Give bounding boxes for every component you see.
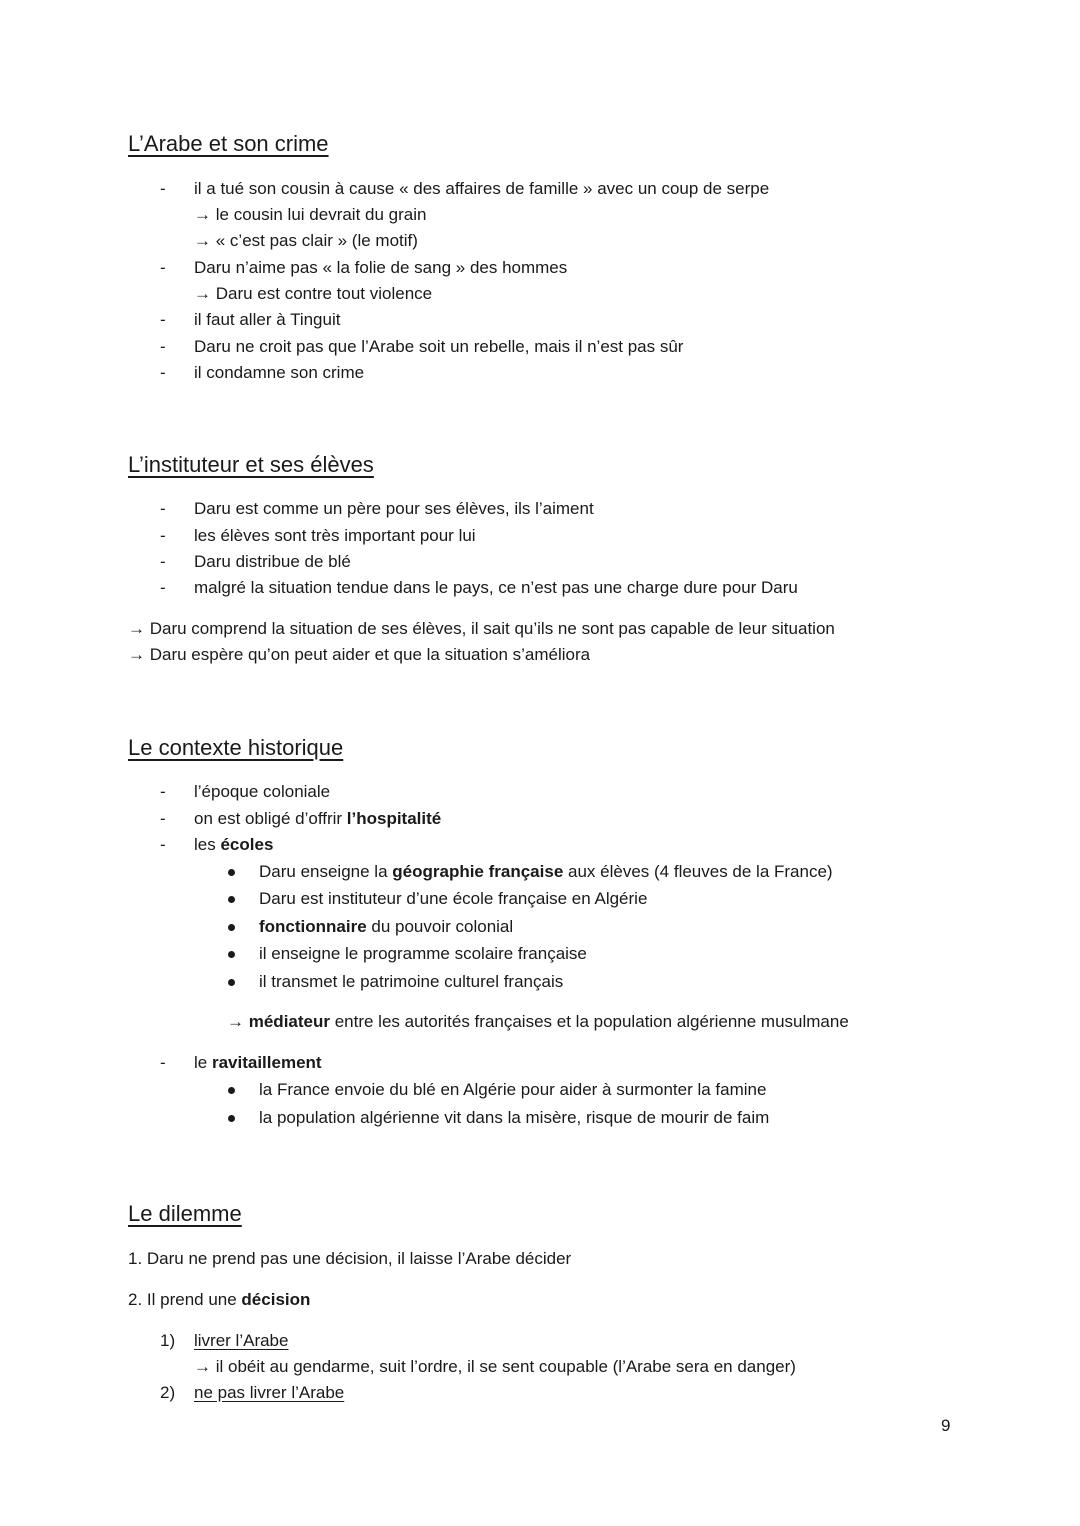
list-dash: - xyxy=(160,258,166,277)
list-dash: - xyxy=(160,526,166,545)
option-item: ne pas livrer l’Arabe xyxy=(194,1383,345,1402)
arrow-icon: → xyxy=(227,1012,244,1031)
bullet-icon xyxy=(228,951,235,958)
bullet-item: Daru enseigne la géographie française aux élèves (4 fleuves de la France) xyxy=(259,862,833,881)
bullet-icon xyxy=(228,1115,235,1122)
page-number: 9 xyxy=(941,1416,951,1435)
bullet-item: fonctionnaire du pouvoir colonial xyxy=(259,917,514,936)
bullet-icon xyxy=(228,896,235,903)
list-dash: - xyxy=(160,179,166,198)
bullet-icon xyxy=(228,869,235,876)
sub-item: → « c’est pas clair » (le motif) xyxy=(194,231,418,250)
paragraph: 1. Daru ne prend pas une décision, il laisse l’Arabe décider xyxy=(128,1249,572,1268)
list-item: les élèves sont très important pour lui xyxy=(194,526,476,545)
section-title: Le contexte historique xyxy=(128,735,344,760)
bullet-item: la France envoie du blé en Algérie pour aider à surmonter la famine xyxy=(259,1080,767,1099)
arrow-icon: → xyxy=(128,645,145,664)
list-dash: - xyxy=(160,782,166,801)
conclusion-line: → Daru comprend la situation de ses élèves, il sait qu’ils ne sont pas capable de leur situation xyxy=(128,619,835,638)
paragraph: 2. Il prend une décision xyxy=(128,1290,311,1309)
section-title: Le dilemme xyxy=(128,1201,242,1226)
bullet-icon xyxy=(228,979,235,986)
list-item: Daru distribue de blé xyxy=(194,552,351,571)
list-dash: - xyxy=(160,310,166,329)
bullet-icon xyxy=(228,924,235,931)
arrow-icon: → xyxy=(194,231,211,250)
list-item: Daru n’aime pas « la folie de sang » des hommes xyxy=(194,258,568,277)
option-item: livrer l’Arabe xyxy=(194,1331,289,1350)
list-dash: - xyxy=(160,809,166,828)
list-dash: - xyxy=(160,337,166,356)
list-dash: - xyxy=(160,552,166,571)
sub-item: → Daru est contre tout violence xyxy=(194,284,433,303)
bullet-icon xyxy=(228,1087,235,1094)
list-item: malgré la situation tendue dans le pays, ce n’est pas une charge dure pour Daru xyxy=(194,578,798,597)
bullet-item: il transmet le patrimoine culturel français xyxy=(259,972,564,991)
section-title: L’instituteur et ses élèves xyxy=(128,452,374,477)
list-item: les écoles xyxy=(194,835,274,854)
list-item: Daru ne croit pas que l’Arabe soit un rebelle, mais il n’est pas sûr xyxy=(194,337,684,356)
sub-item: → le cousin lui devrait du grain xyxy=(194,205,427,224)
bullet-item: Daru est instituteur d’une école française en Algérie xyxy=(259,889,648,908)
bullet-item: il enseigne le programme scolaire française xyxy=(259,944,587,963)
list-dash: - xyxy=(160,835,166,854)
list-item: on est obligé d’offrir l’hospitalité xyxy=(194,809,442,828)
list-item: l’époque coloniale xyxy=(194,782,331,801)
arrow-icon: → xyxy=(194,205,211,224)
list-item: il condamne son crime xyxy=(194,363,365,382)
list-item: Daru est comme un père pour ses élèves, ils l’aiment xyxy=(194,499,594,518)
list-dash: - xyxy=(160,578,166,597)
conclusion-line: → Daru espère qu’on peut aider et que la situation s’améliora xyxy=(128,645,591,664)
list-dash: - xyxy=(160,499,166,518)
list-item: il a tué son cousin à cause « des affaires de famille » avec un coup de serpe xyxy=(194,179,770,198)
section-title: L’Arabe et son crime xyxy=(128,131,329,156)
list-item: il faut aller à Tinguit xyxy=(194,310,341,329)
list-dash: - xyxy=(160,363,166,382)
list-number: 1) xyxy=(160,1331,176,1350)
sub-item: → il obéit au gendarme, suit l’ordre, il se sent coupable (l’Arabe sera en danger) xyxy=(194,1357,796,1376)
list-dash: - xyxy=(160,1053,166,1072)
list-number: 2) xyxy=(160,1383,176,1402)
list-item: le ravitaillement xyxy=(194,1053,322,1072)
bullet-item: la population algérienne vit dans la misère, risque de mourir de faim xyxy=(259,1108,770,1127)
arrow-icon: → xyxy=(194,284,211,303)
arrow-icon: → xyxy=(194,1357,211,1376)
mediator-line: → médiateur entre les autorités françaises et la population algérienne musulmane xyxy=(227,1012,849,1031)
arrow-icon: → xyxy=(128,619,145,638)
